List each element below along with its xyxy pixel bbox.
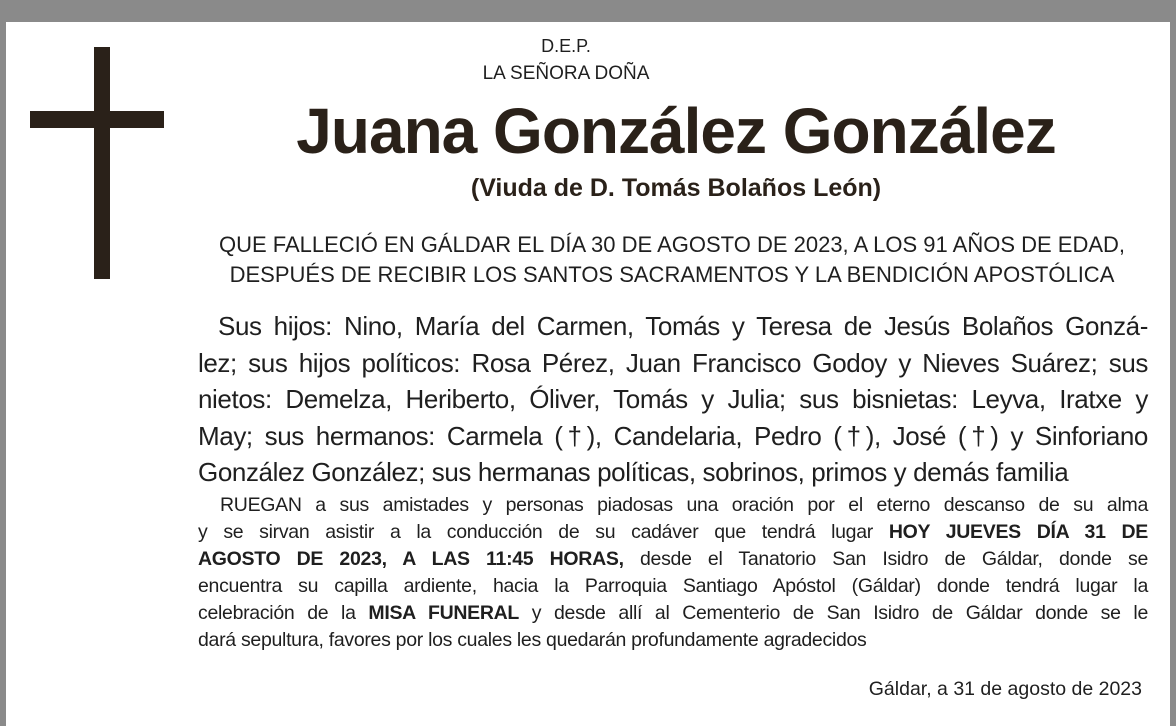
funeral-time-bold: AGOSTO DE 2023, A LAS 11:45 HORAS, [198, 548, 624, 570]
cross-icon [94, 47, 110, 279]
family-line: lez; sus hijos políticos: Rosa Pérez, Juan Francisco Godoy y Nieves Suárez; sus [198, 347, 1148, 378]
death-announcement-line: DESPUÉS DE RECIBIR LOS SANTOS SACRAMENTOS Y LA BENDICIÓN APOSTÓLICA [229, 262, 1115, 287]
widow-note: (Viuda de D. Tomás Bolaños León) [470, 174, 882, 202]
funeral-text: desde el Tanatorio San Isidro de Gáldar, donde se [623, 548, 1148, 570]
funeral-details-paragraph [198, 492, 1148, 654]
family-paragraph [198, 308, 1148, 491]
misa-funeral-bold: MISA FUNERAL [368, 602, 520, 624]
family-line: nietos: Demelza, Heriberto, Óliver, Tomás y Julia; sus bisnietas: Leyva, Iratxe y [198, 384, 1148, 415]
obituary-notice [6, 22, 1170, 726]
funeral-text: y se sirvan asistir a la conducción de su cadáver que tendrá lugar [198, 521, 889, 543]
funeral-line [198, 600, 1148, 627]
funeral-line [198, 546, 1148, 573]
funeral-text: y desde allí al Cementerio de San Isidro de Gáldar donde se le [519, 602, 1148, 624]
death-announcement-line: QUE FALLECIÓ EN GÁLDAR EL DÍA 30 DE AGOSTO DE 2023, A LOS 91 AÑOS DE EDAD, [218, 232, 1126, 257]
funeral-date-bold: HOY JUEVES DÍA 31 DE [888, 521, 1148, 543]
family-line: Sus hijos: Nino, María del Carmen, Tomás y Teresa de Jesús Bolaños Gonzá- [218, 311, 1148, 341]
funeral-line: RUEGAN a sus amistades y personas piadosas una oración por el eterno descanso de su alma [220, 494, 1148, 516]
cross-icon-bar [30, 111, 164, 128]
funeral-line: encuentra su capilla ardiente, hacia la Parroquia Santiago Apóstol (Gáldar) donde tendrá lugar la [198, 575, 1148, 597]
funeral-line [198, 519, 1148, 546]
family-line: González González; sus hermanas políticas, sobrinos, primos y demás familia [198, 457, 1069, 488]
death-announcement [192, 230, 1152, 290]
deceased-name: Juana González González [296, 95, 1056, 167]
funeral-text: celebración de la [198, 602, 369, 624]
dep-heading: D.E.P. [541, 36, 591, 56]
family-line: May; sus hermanos: Carmela (†), Candelaria, Pedro (†), José (†) y Sinforiano [198, 420, 1148, 451]
dateline: Gáldar, a 31 de agosto de 2023 [868, 678, 1142, 700]
funeral-line: dará sepultura, favores por los cuales les quedarán profundamente agradecidos [198, 629, 867, 651]
honorific-title: LA SEÑORA DOÑA [482, 63, 650, 84]
